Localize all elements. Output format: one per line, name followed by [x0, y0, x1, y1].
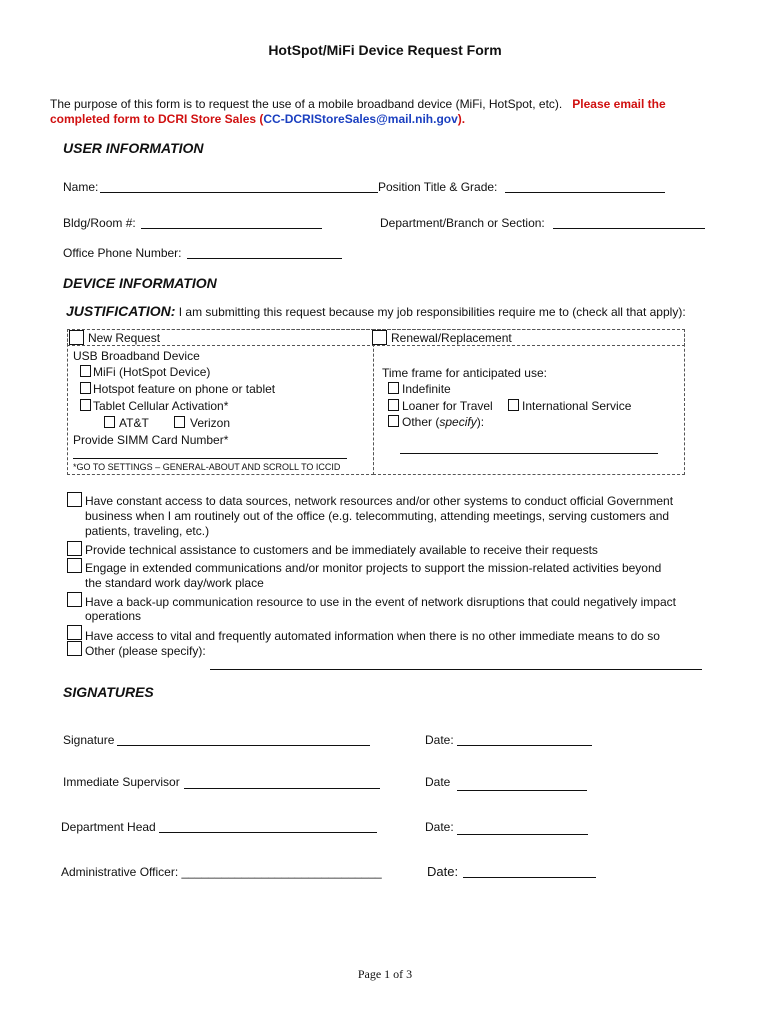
date3-field[interactable]	[457, 834, 588, 835]
bldg-field[interactable]	[141, 228, 322, 229]
simm-field[interactable]	[73, 458, 347, 459]
justification	[66, 303, 686, 319]
other-timeframe-field[interactable]	[400, 453, 658, 454]
new-request-label: New Request	[88, 331, 161, 345]
reason-other-field[interactable]	[210, 669, 702, 670]
hotspot-phone-checkbox[interactable]	[80, 382, 91, 394]
mifi-checkbox[interactable]	[80, 365, 91, 377]
email-link[interactable]: CC-DCRIStoreSales@mail.nih.gov	[263, 112, 458, 126]
date4-field[interactable]	[463, 877, 596, 878]
intro-text	[50, 97, 666, 111]
user-info-heading: USER INFORMATION	[63, 140, 204, 156]
reason-6-line1: Other (please specify):	[85, 644, 206, 658]
reason-checkbox-3[interactable]	[67, 558, 82, 573]
usb-device-label: USB Broadband Device	[73, 349, 200, 363]
verizon-checkbox[interactable]	[174, 416, 185, 428]
supervisor-label: Immediate Supervisor	[63, 775, 180, 789]
indefinite-checkbox[interactable]	[388, 382, 399, 394]
indefinite-label: Indefinite	[402, 382, 451, 396]
timeframe-label: Time frame for anticipated use:	[382, 366, 547, 380]
iccid-footnote: *GO TO SETTINGS – GENERAL-ABOUT AND SCROLL TO ICCID	[73, 462, 341, 472]
name-label: Name:	[63, 180, 99, 194]
att-label: AT&T	[119, 416, 149, 430]
new-request-checkbox[interactable]	[69, 330, 84, 345]
intro-purpose: The purpose of this form is to request the use of a mobile broadband device (MiFi, HotSpot, etc).	[50, 97, 563, 111]
date1-label: Date:	[425, 733, 454, 747]
simm-label: Provide SIMM Card Number*	[73, 433, 229, 447]
reason-checkbox-5[interactable]	[67, 625, 82, 640]
renewal-checkbox[interactable]	[372, 330, 387, 345]
intro-email-prefix: Please email the	[572, 97, 666, 111]
other-suffix: ):	[476, 415, 485, 429]
other-prefix: Other (	[402, 415, 440, 429]
date1-field[interactable]	[457, 745, 592, 746]
reason-4-line2: operations	[85, 609, 142, 623]
reason-1-line3: patients, traveling, etc.)	[85, 524, 210, 538]
mifi-label: MiFi (HotSpot Device)	[93, 365, 211, 379]
signature-field[interactable]	[117, 745, 370, 746]
phone-field[interactable]	[187, 258, 342, 259]
reason-checkbox-1[interactable]	[67, 492, 82, 507]
date4-label: Date:	[427, 864, 459, 879]
name-field[interactable]	[100, 192, 378, 193]
dept-head-label: Department Head	[61, 820, 156, 834]
reason-1-line2: business when I am routinely out of the office (e.g. telecommuting, attending meetings, serving customers and	[85, 509, 670, 523]
intro-email-line2: completed form to DCRI Store Sales (	[50, 112, 264, 126]
signature-label: Signature	[63, 733, 115, 747]
loaner-checkbox[interactable]	[388, 399, 399, 411]
dept-label: Department/Branch or Section:	[380, 216, 545, 230]
tablet-label: Tablet Cellular Activation*	[93, 399, 229, 413]
admin-officer-field[interactable]: Administrative Officer: ______________________________	[61, 865, 382, 879]
international-label: International Service	[522, 399, 632, 413]
reason-4-line1: Have a back-up communication resource to use in the event of network disruptions that could negatively impact	[85, 595, 676, 609]
verizon-label: Verizon	[190, 416, 231, 430]
reason-checkbox-4[interactable]	[67, 592, 82, 607]
date2-field[interactable]	[457, 790, 587, 791]
reason-3-line1: Engage in extended communications and/or monitor projects to support the mission-related activities beyond	[85, 561, 662, 575]
reason-5-line1: Have access to vital and frequently automated information when there is no other immediate means to do so	[85, 629, 660, 643]
renewal-label: Renewal/Replacement	[391, 331, 512, 345]
device-info-heading: DEVICE INFORMATION	[63, 275, 217, 291]
signatures-heading: SIGNATURES	[63, 684, 154, 700]
justification-label: JUSTIFICATION:	[66, 303, 176, 319]
tablet-checkbox[interactable]	[80, 399, 91, 411]
dept-field[interactable]	[553, 228, 705, 229]
date2-label: Date	[425, 775, 451, 789]
dept-head-field[interactable]	[159, 832, 377, 833]
phone-label: Office Phone Number:	[63, 246, 182, 260]
hotspot-phone-label: Hotspot feature on phone or tablet	[93, 382, 276, 396]
att-checkbox[interactable]	[104, 416, 115, 428]
other-timeframe-label	[402, 415, 484, 429]
page-number: Page 1 of 3	[357, 967, 413, 981]
date3-label: Date:	[425, 820, 454, 834]
reason-1-line1: Have constant access to data sources, network resources and/or other systems to conduct official Government	[85, 494, 674, 508]
supervisor-field[interactable]	[184, 788, 380, 789]
reason-checkbox-6[interactable]	[67, 641, 82, 656]
other-timeframe-checkbox[interactable]	[388, 415, 399, 427]
reason-2-line1: Provide technical assistance to customers and be immediately available to receive their requests	[85, 543, 598, 557]
page-title: HotSpot/MiFi Device Request Form	[268, 42, 502, 58]
other-specify: specify	[439, 415, 477, 429]
international-checkbox[interactable]	[508, 399, 519, 411]
position-label: Position Title & Grade:	[378, 180, 498, 194]
justification-text: I am submitting this request because my job responsibilities require me to (check all that apply):	[178, 305, 686, 319]
reason-checkbox-2[interactable]	[67, 541, 82, 556]
loaner-label: Loaner for Travel	[402, 399, 493, 413]
intro-email-suffix: ).	[457, 112, 466, 126]
position-field[interactable]	[505, 192, 665, 193]
intro-email-line	[50, 112, 465, 126]
bldg-label: Bldg/Room #:	[63, 216, 136, 230]
reason-3-line2: the standard work day/work place	[85, 576, 264, 590]
